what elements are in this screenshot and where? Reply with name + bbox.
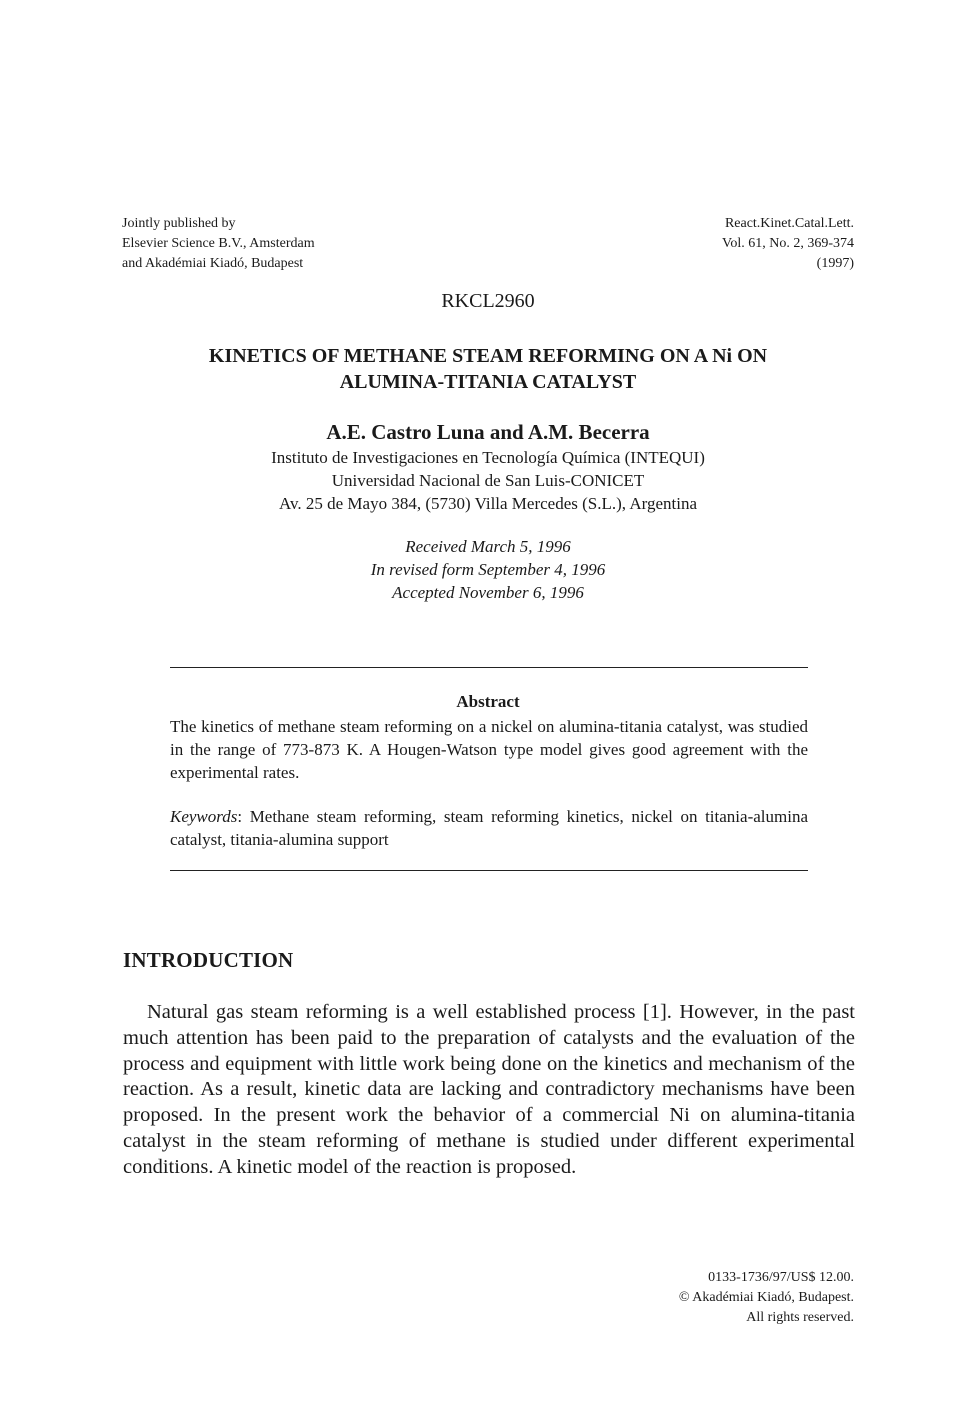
affiliation-line: Instituto de Investigaciones en Tecnología Química (INTEQUI) xyxy=(271,448,705,467)
footer-line: 0133-1736/97/US$ 12.00. xyxy=(708,1270,854,1285)
affiliation-line: Av. 25 de Mayo 384, (5730) Villa Mercedes (S.L.), Argentina xyxy=(278,494,698,513)
received-date: Received March 5, 1996 xyxy=(405,537,571,556)
title-line: KINETICS OF METHANE STEAM REFORMING ON A Ni ON xyxy=(208,345,768,367)
introduction-heading: INTRODUCTION xyxy=(123,948,294,972)
publisher-line: Jointly published by xyxy=(122,216,236,231)
affiliation xyxy=(0,446,976,515)
article-code: RKCL2960 xyxy=(441,290,535,312)
keywords-text: : Methane steam reforming, steam reforming kinetics, nickel on titania-alumina catalyst, titania-alumina support xyxy=(170,807,808,849)
authors: A.E. Castro Luna and A.M. Becerra xyxy=(326,420,650,444)
publisher-info xyxy=(122,214,315,274)
revised-date: In revised form September 4, 1996 xyxy=(370,560,606,579)
journal-citation xyxy=(722,214,854,274)
affiliation-line: Universidad Nacional de San Luis-CONICET xyxy=(331,471,645,490)
publisher-line: and Akadémiai Kiadó, Budapest xyxy=(122,256,304,271)
abstract-heading: Abstract xyxy=(456,692,520,711)
footer-line: © Akadémiai Kiadó, Budapest. xyxy=(678,1290,854,1305)
journal-line: Vol. 61, No. 2, 369-374 xyxy=(722,236,854,251)
accepted-date: Accepted November 6, 1996 xyxy=(392,583,584,602)
footer-line: All rights reserved. xyxy=(746,1310,854,1325)
copyright-footer xyxy=(679,1268,854,1328)
journal-line: React.Kinet.Catal.Lett. xyxy=(724,216,854,231)
introduction-text: Natural gas steam reforming is a well established process [1]. However, in the past much attention has been paid to the preparation of catalysts and the evaluation of the process and equipment with little work being done on the kinetics and mechanism of the reaction. As a result, kinetic data are lacking and contradictory mechanisms have been proposed. In the present work the behavior of a commercial Ni on alumina-titania catalyst in the steam reforming of methane is studied under different experimental conditions. A kinetic model of the reaction is proposed. xyxy=(123,1001,855,1178)
publisher-line: Elsevier Science B.V., Amsterdam xyxy=(122,236,315,251)
title-line: ALUMINA-TITANIA CATALYST xyxy=(339,371,637,393)
submission-dates xyxy=(0,535,976,604)
abstract-bottom-rule xyxy=(170,870,808,871)
abstract-text: The kinetics of methane steam reforming on a nickel on alumina-titania catalyst, was studied in the range of 773-873 K. A Hougen-Watson type model gives good agreement with the experimental rates. xyxy=(170,717,808,782)
article-title xyxy=(0,343,976,395)
keywords xyxy=(170,805,808,851)
abstract-top-rule xyxy=(170,667,808,668)
journal-line: (1997) xyxy=(816,256,854,271)
keywords-label: Keywords xyxy=(170,807,238,826)
